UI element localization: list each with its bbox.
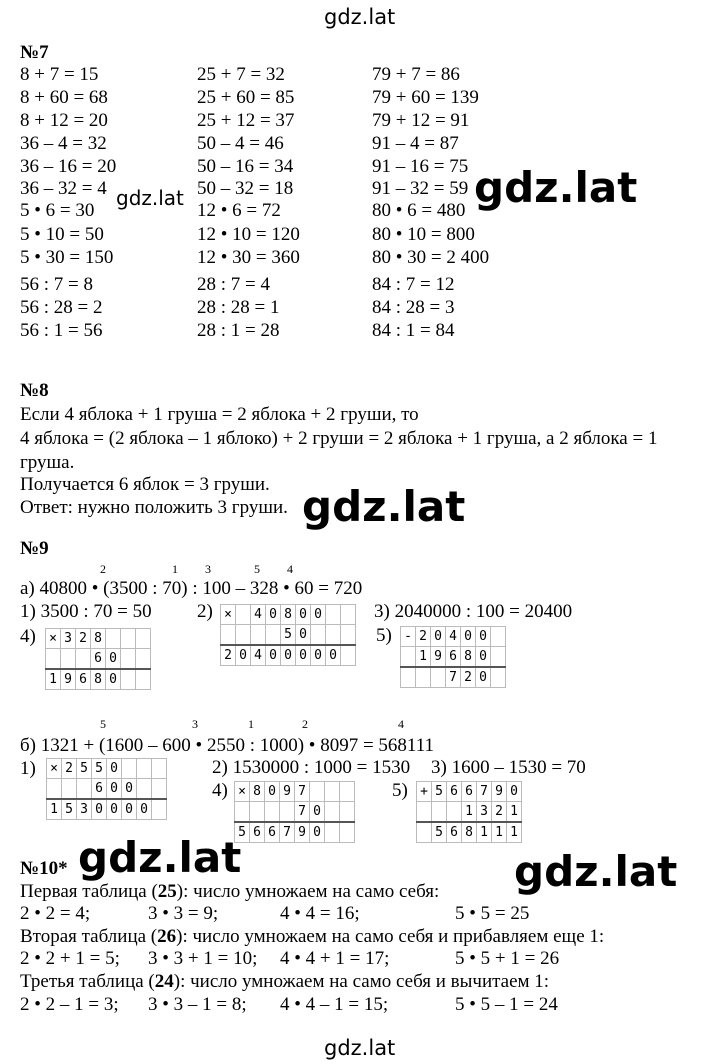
- n8-line: Ответ: нужно положить 3 груши.: [20, 497, 288, 518]
- order-mark: 3: [205, 562, 211, 576]
- n8-line: груша.: [20, 452, 75, 473]
- n7-equation: 84 : 28 = 3: [372, 297, 455, 318]
- n7-equation: 28 : 1 = 28: [197, 320, 280, 341]
- n10-table1-desc: Первая таблица (25): число умножаем на само себя:: [20, 881, 440, 902]
- order-mark: 4: [398, 717, 404, 731]
- order-mark: 1: [248, 717, 254, 731]
- n10-t1-item: 2 • 2 = 4;: [20, 903, 91, 924]
- n7-equation: 50 – 16 = 34: [197, 156, 294, 177]
- n7-equation: 28 : 28 = 1: [197, 297, 280, 318]
- n7-equation: 56 : 28 = 2: [20, 297, 103, 318]
- n7-equation: 91 – 4 = 87: [372, 133, 459, 154]
- n9a-step3: 3) 2040000 : 100 = 20400: [374, 601, 573, 622]
- watermark-big-4: gdz.lat: [514, 847, 678, 896]
- watermark-big-3: gdz.lat: [78, 833, 242, 882]
- n7-equation: 12 • 6 = 72: [197, 200, 281, 221]
- order-mark: 3: [192, 717, 198, 731]
- n7-equation: 12 • 30 = 360: [197, 247, 300, 268]
- n8-line: Получается 6 яблок = 3 груши.: [20, 474, 270, 495]
- n7-equation: 84 : 1 = 84: [372, 320, 455, 341]
- n10-t1-item: 3 • 3 = 9;: [148, 903, 219, 924]
- n7-equation: 5 • 10 = 50: [20, 224, 104, 245]
- n7-equation: 25 + 7 = 32: [197, 64, 285, 85]
- n9a-step2: 2): [197, 601, 213, 622]
- n7-equation: 8 + 60 = 68: [20, 87, 108, 108]
- n10-t1-item: 5 • 5 = 25: [455, 903, 530, 924]
- watermark-big-2: gdz.lat: [302, 482, 466, 531]
- n9a-step4: 4): [20, 626, 36, 647]
- n10-t2-item: 2 • 2 + 1 = 5;: [20, 948, 120, 969]
- n7-equation: 8 + 12 = 20: [20, 110, 108, 131]
- n9b-expression: б) 1321 + (1600 – 600 • 2550 : 1000) • 8097 = 568111: [20, 735, 435, 756]
- n7-equation: 79 + 60 = 139: [372, 87, 479, 108]
- calc-grid-a4: × 3 2 8 6 0 1 9 6 8 0: [45, 628, 151, 690]
- n7-equation: 80 • 6 = 480: [372, 200, 466, 221]
- order-mark: 2: [100, 562, 106, 576]
- n8-line: Если 4 яблока + 1 груша = 2 яблока + 2 груши, то: [20, 404, 419, 425]
- n9b-step2: 2) 1530000 : 1000 = 1530: [212, 757, 411, 778]
- watermark-big-1: gdz.lat: [474, 163, 638, 212]
- watermark-inline: gdz.lat: [116, 186, 184, 210]
- order-mark: 1: [172, 562, 178, 576]
- n7-equation: 5 • 6 = 30: [20, 200, 95, 221]
- n10-t2-item: 5 • 5 + 1 = 26: [455, 948, 560, 969]
- n7-equation: 56 : 7 = 8: [20, 274, 93, 295]
- n7-equation: 56 : 1 = 56: [20, 320, 103, 341]
- n7-equation: 36 – 4 = 32: [20, 133, 107, 154]
- calc-grid-b5: + 5 6 6 7 9 0 1 3 2 1 5 6 8 1 1 1: [416, 781, 522, 843]
- n7-equation: 91 – 16 = 75: [372, 156, 469, 177]
- n9b-step3: 3) 1600 – 1530 = 70: [431, 757, 586, 778]
- n7-equation: 79 + 7 = 86: [372, 64, 460, 85]
- n10-t1-item: 4 • 4 = 16;: [280, 903, 360, 924]
- n9b-step1: 1): [20, 758, 36, 779]
- n9a-expression: а) 40800 • (3500 : 70) : 100 – 328 • 60 = 720: [20, 578, 363, 599]
- n8-heading: №8: [20, 380, 49, 401]
- n7-equation: 25 + 60 = 85: [197, 87, 295, 108]
- calc-grid-b4: × 8 0 9 7 7 0 5 6 6 7 9 0: [234, 781, 355, 843]
- n7-equation: 36 – 32 = 4: [20, 178, 107, 199]
- n9-heading: №9: [20, 538, 49, 559]
- calc-grid-b1: × 2 5 5 0 6 0 0 1 5 3 0 0 0 0: [46, 758, 167, 820]
- n10-table3-desc: Третья таблица (24): число умножаем на само себя и вычитаем 1:: [20, 971, 550, 992]
- n9b-step4: 4): [212, 780, 228, 801]
- n10-t3-item: 5 • 5 – 1 = 24: [455, 994, 558, 1015]
- order-mark: 2: [302, 717, 308, 731]
- n7-equation: 8 + 7 = 15: [20, 64, 99, 85]
- n7-equation: 79 + 12 = 91: [372, 110, 470, 131]
- n10-t3-item: 3 • 3 – 1 = 8;: [148, 994, 247, 1015]
- n7-equation: 91 – 32 = 59: [372, 178, 469, 199]
- n7-equation: 5 • 30 = 150: [20, 247, 114, 268]
- n10-t3-item: 2 • 2 – 1 = 3;: [20, 994, 119, 1015]
- n7-heading: №7: [20, 42, 49, 63]
- n10-t3-item: 4 • 4 – 1 = 15;: [280, 994, 389, 1015]
- n7-equation: 80 • 30 = 2 400: [372, 247, 490, 268]
- n10-t2-item: 4 • 4 + 1 = 17;: [280, 948, 390, 969]
- n7-equation: 12 • 10 = 120: [197, 224, 300, 245]
- n9a-step1: 1) 3500 : 70 = 50: [20, 601, 152, 622]
- n10-table2-desc: Вторая таблица (26): число умножаем на само себя и прибавляем еще 1:: [20, 926, 605, 947]
- n7-equation: 28 : 7 = 4: [197, 274, 270, 295]
- n10-heading: №10*: [20, 858, 68, 879]
- n7-equation: 50 – 4 = 46: [197, 133, 284, 154]
- order-mark: 5: [254, 562, 260, 576]
- n7-equation: 25 + 12 = 37: [197, 110, 295, 131]
- order-mark: 4: [287, 562, 293, 576]
- n10-t2-item: 3 • 3 + 1 = 10;: [148, 948, 258, 969]
- watermark-top: gdz.lat: [324, 5, 396, 29]
- n7-equation: 50 – 32 = 18: [197, 178, 294, 199]
- n7-equation: 36 – 16 = 20: [20, 156, 117, 177]
- n7-equation: 80 • 10 = 800: [372, 224, 475, 245]
- calc-grid-a2: × 4 0 8 0 0 5 0 2 0 4 0 0 0 0 0: [220, 604, 356, 666]
- order-mark: 5: [100, 717, 106, 731]
- n8-line: 4 яблока = (2 яблока – 1 яблоко) + 2 груши = 2 яблока + 1 груша, а 2 яблока = 1: [20, 428, 658, 449]
- watermark-bottom: gdz.lat: [324, 1036, 396, 1060]
- n9a-step5: 5): [376, 625, 392, 646]
- n9b-step5: 5): [392, 780, 408, 801]
- n7-equation: 84 : 7 = 12: [372, 274, 455, 295]
- calc-grid-a5: - 2 0 4 0 0 1 9 6 8 0 7 2 0: [400, 626, 506, 688]
